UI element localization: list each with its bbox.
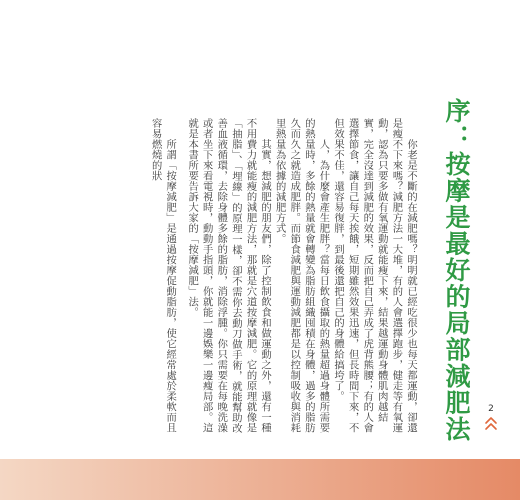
paragraph-1: 你老是不斷的在減肥嗎？明明就已經吃很少也每天都運動，卻還是瘦不下來嗎？減肥方法一大堆，有的人會選擇跑步，健走等有氧運動，認為只要多做有氧運動就能瘦下來，結果越運動身體肌肉越結實，完全沒達到減肥的效果，反而把自己弄成了虎背熊腰；有的人會選擇節食，讓自己每天挨餓，短期雖然效果迅速，但長時間下來，不但效果不佳，還容易復胖，到最後還把自己的身體給搞垮了。 [332,118,417,433]
chapter-title: 序：按摩是最好的局部減肥法 [442,98,471,443]
body-text [148,118,418,441]
paragraph-3: 其實，想減肥的朋友們，除了控制飲食和做運動之外，還有一種不用費力就能瘦的減肥方法，那就是穴道按摩減肥。它的原理就像是「抽脂」、「埋線」的原理一樣，卻不需你去動刀做手術，就能幫助改善血液循環，去除身體多餘的脂肪，消除浮腫。你只需要在每晚洗澡或者坐下來看電視時，動動手指頭，你就能一邊娛樂一邊瘦局部。這就是本書所要告訴大家的「按摩減肥」法。 [186,118,272,434]
decorative-bottom-bar [0,459,520,500]
page-number: 2 [488,404,494,414]
paragraph-4: 所謂「按摩減肥」是通過按摩促動脂肪，使它經常處於柔軟而且容易燃燒的狀 [149,118,177,433]
double-chevron-up-icon [484,414,498,434]
paragraph-2: 人，為什麼會產生肥胖？當每日飲食攝取的熱量超過身體所需要的熱量時，多餘的熱量就會轉變為脂肪組織囤積在身體，過多的脂肪久而久之就造成肥胖。而節食減肥與運動減肥都是以控制吸收與消耗里熱量為依據的減肥方式。 [273,118,330,433]
